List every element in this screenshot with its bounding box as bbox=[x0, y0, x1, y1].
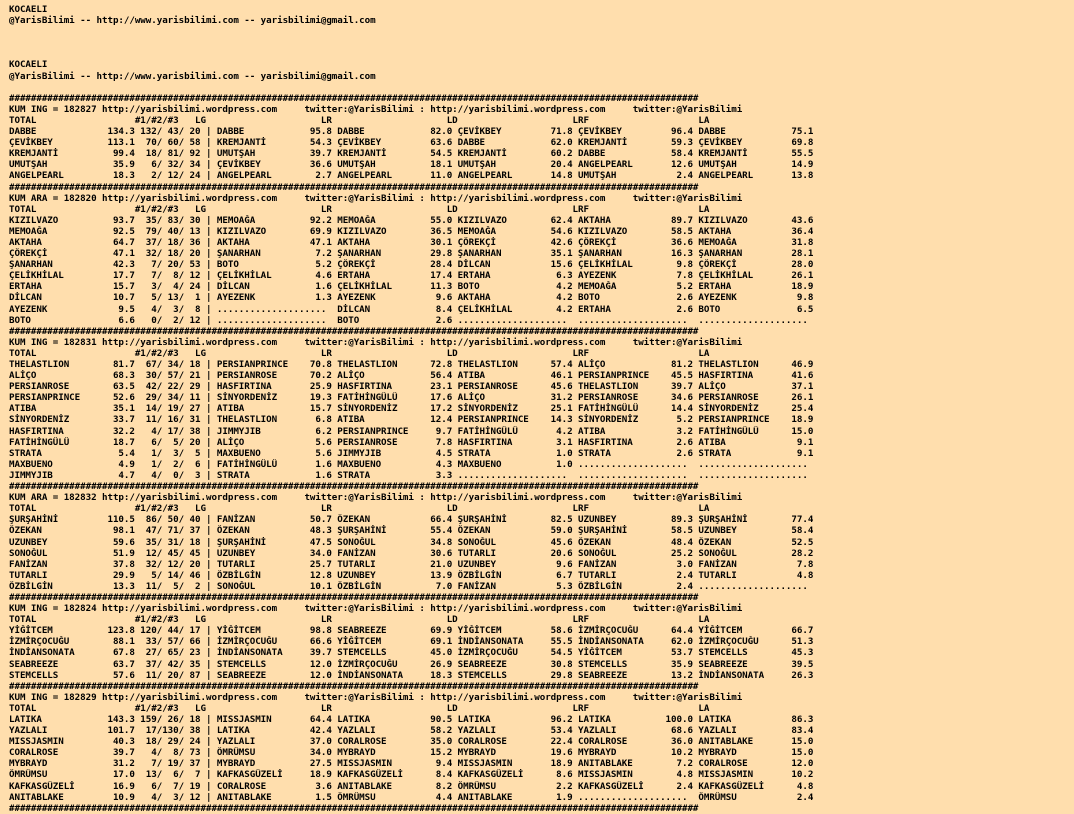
horse-row: STRATA 5.4 1/ 3/ 5 | MAXBUENO 5.6 JIMMYJIB 4.5 STRATA 1.0 STRATA 2.6 STRATA 9.1 bbox=[9, 447, 814, 459]
horse-row: UMUTŞAH 35.9 6/ 32/ 34 | ÇEVİKBEY 36.6 UMUTŞAH 18.1 UMUTŞAH 20.4 ANGELPEARL 12.6 UMUTŞAH 14.9 bbox=[9, 159, 814, 171]
horse-row: AKTAHA 64.7 37/ 18/ 36 | AKTAHA 47.1 AKTAHA 30.1 ÇÖREKÇİ 42.6 ÇÖREKÇİ 36.6 MEMOAĞA 31.8 bbox=[9, 236, 814, 248]
blank-line bbox=[9, 82, 1074, 93]
race-title: KUM ING = 182831 http://yarisbilimi.wordpress.com twitter:@YarisBilimi : http://yarisbilimi.wordpress.com twitter:@YarisBilimi bbox=[9, 336, 743, 348]
horse-row: DİLCAN 10.7 5/ 13/ 1 | AYEZENK 1.3 AYEZENK 9.6 AKTAHA 4.2 BOTO 2.6 AYEZENK 9.8 bbox=[9, 292, 814, 304]
horse-row: AYEZENK 9.5 4/ 3/ 8 | .................... DİLCAN 8.4 ÇELİKHİLAL 4.2 ERTAHA 2.6 BOTO 6.5 bbox=[9, 303, 814, 315]
blank-line bbox=[9, 37, 1074, 48]
column-header: TOTAL #1/#2/#3 LG LR LD LRF LA bbox=[9, 702, 710, 714]
section-separator: ############################################################################################################################## bbox=[9, 802, 699, 814]
race-title: KUM ING = 182824 http://yarisbilimi.wordpress.com twitter:@YarisBilimi : http://yarisbilimi.wordpress.com twitter:@YarisBilimi bbox=[9, 603, 743, 615]
horse-row: YAZLALI 101.7 17/130/ 38 | LATIKA 42.4 YAZLALI 58.2 YAZLALI 53.4 YAZLALI 68.6 YAZLALI 83.4 bbox=[9, 725, 814, 737]
section-separator: ############################################################################################################################## bbox=[9, 325, 699, 337]
horse-row: ÇEVİKBEY 113.1 70/ 60/ 58 | KREMJANTİ 54.3 ÇEVİKBEY 63.6 DABBE 62.0 KREMJANTİ 59.3 ÇEVİKBEY 69.8 bbox=[9, 137, 814, 149]
horse-row: ANGELPEARL 18.3 2/ 12/ 24 | ANGELPEARL 2.7 ANGELPEARL 11.0 ANGELPEARL 14.8 UMUTŞAH 2.4 ANGELPEARL 13.8 bbox=[9, 170, 814, 182]
horse-row: MAXBUENO 4.9 1/ 2/ 6 | FATİHİNGÜLÜ 1.6 MAXBUENO 4.3 MAXBUENO 1.0 .................... .................... bbox=[9, 458, 808, 470]
horse-row: İZMİRÇOCUĞU 88.1 33/ 57/ 66 | İZMİRÇOCUĞU 66.6 YİĞİTCEM 69.1 İNDİANSONATA 55.5 İNDİANSONATA 62.0 İZMİRÇOCUĞU 51.3 bbox=[9, 636, 814, 648]
horse-row: MEMOAĞA 92.5 79/ 40/ 13 | KIZILVAZO 69.9 KIZILVAZO 36.5 MEMOAĞA 54.6 KIZILVAZO 58.5 AKTAHA 36.4 bbox=[9, 225, 814, 237]
column-header: TOTAL #1/#2/#3 LG LR LD LRF LA bbox=[9, 614, 710, 626]
section-separator: ############################################################################################################################## bbox=[9, 680, 699, 692]
horse-row: HASFIRTINA 32.2 4/ 17/ 38 | JIMMYJIB 6.2 PERSIANPRINCE 9.7 FATİHİNGÜLÜ 4.2 ATIBA 3.2 FATİHİNGÜLÜ 15.0 bbox=[9, 425, 814, 437]
section-separator: ############################################################################################################################## bbox=[9, 481, 699, 493]
section-separator: ############################################################################################################################## bbox=[9, 92, 699, 104]
race-title: KUM ARA = 182832 http://yarisbilimi.wordpress.com twitter:@YarisBilimi : http://yarisbilimi.wordpress.com twitter:@YarisBilimi bbox=[9, 492, 743, 504]
horse-row: FATİHİNGÜLÜ 18.7 6/ 5/ 20 | ALİÇO 5.6 PERSIANROSE 7.8 HASFIRTINA 3.1 HASFIRTINA 2.6 ATIBA 9.1 bbox=[9, 436, 814, 448]
horse-row: TUTARLI 29.9 5/ 14/ 46 | ÖZBİLGİN 12.8 UZUNBEY 13.9 ÖZBİLGİN 6.7 TUTARLI 2.4 TUTARLI 4.8 bbox=[9, 569, 814, 581]
horse-row: THELASTLION 81.7 67/ 34/ 18 | PERSIANPRINCE 70.8 THELASTLION 72.8 THELASTLION 57.4 ALİÇO 81.2 THELASTLION 46.9 bbox=[9, 359, 814, 370]
column-header: TOTAL #1/#2/#3 LG LR LD LRF LA bbox=[9, 503, 710, 515]
horse-row: ERTAHA 15.7 3/ 4/ 24 | DİLCAN 1.6 ÇELİKHİLAL 11.3 BOTO 4.2 MEMOAĞA 5.2 ERTAHA 18.9 bbox=[9, 281, 814, 293]
column-header: TOTAL #1/#2/#3 LG LR LD LRF LA bbox=[9, 114, 710, 126]
column-header: TOTAL #1/#2/#3 LG LR LD LRF LA bbox=[9, 203, 710, 215]
horse-row: PERSIANROSE 63.5 42/ 22/ 29 | HASFIRTINA 25.9 HASFIRTINA 23.1 PERSIANROSE 45.6 THELASTLION 39.7 ALİÇO 37.1 bbox=[9, 381, 814, 393]
header-city-repeat: KOCAELI bbox=[9, 59, 48, 71]
horse-row: PERSIANPRINCE 52.6 29/ 34/ 11 | SİNYORDENİZ 19.3 FATİHİNGÜLÜ 17.6 ALİÇO 31.2 PERSIANROSE 34.6 PERSIANROSE 26.1 bbox=[9, 392, 814, 404]
horse-row: JIMMYJIB 4.7 4/ 0/ 3 | STRATA 1.6 STRATA 3.3 .................... .................... .................... bbox=[9, 469, 808, 481]
blank-line bbox=[9, 26, 1074, 37]
horse-row: ŞANARHAN 42.3 7/ 20/ 53 | BOTO 5.2 ÇÖREKÇİ 28.4 DİLCAN 15.6 ÇELİKHİLAL 9.8 ÇÖREKÇİ 28.0 bbox=[9, 259, 814, 271]
horse-row: SİNYORDENİZ 33.7 11/ 16/ 31 | THELASTLION 6.8 ATIBA 12.4 PERSIANPRINCE 14.3 SİNYORDENİZ 5.2 PERSIANPRINCE 18.9 bbox=[9, 414, 814, 426]
horse-row: UZUNBEY 59.6 35/ 31/ 18 | ŞURŞAHİNİ 47.5 SONOĞUL 34.8 SONOĞUL 45.6 ÖZEKAN 48.4 ÖZEKAN 52.5 bbox=[9, 536, 814, 548]
horse-row: ÖZEKAN 98.1 47/ 71/ 37 | ÖZEKAN 48.3 ŞURŞAHİNİ 55.4 ÖZEKAN 59.0 ŞURŞAHİNİ 58.5 UZUNBEY 58.4 bbox=[9, 525, 814, 537]
section-separator: ############################################################################################################################## bbox=[9, 591, 699, 603]
header-credit-repeat: @YarisBilimi -- http://www.yarisbilimi.com -- yarisbilimi@gmail.com bbox=[9, 70, 376, 82]
horse-row: ÇÖREKÇİ 47.1 32/ 18/ 20 | ŞANARHAN 7.2 ŞANARHAN 29.8 ŞANARHAN 35.1 ŞANARHAN 16.3 ŞANARHAN 28.1 bbox=[9, 248, 814, 260]
horse-row: KIZILVAZO 93.7 35/ 83/ 30 | MEMOAĞA 92.2 MEMOAĞA 55.0 KIZILVAZO 62.4 AKTAHA 89.7 KIZILVAZO 43.6 bbox=[9, 214, 814, 226]
horse-row: ÖMRÜMSU 17.0 13/ 6/ 7 | KAFKASGÜZELİ 18.9 KAFKASGÜZELİ 8.4 KAFKASGÜZELİ 8.6 MISSJASMIN 4.8 MISSJASMIN 10.2 bbox=[9, 769, 814, 781]
column-header: TOTAL #1/#2/#3 LG LR LD LRF LA bbox=[9, 347, 710, 359]
horse-row: BOTO 6.6 0/ 2/ 12 | .................... BOTO 2.6 .................... .................... .................... bbox=[9, 314, 808, 326]
horse-row: STEMCELLS 57.6 11/ 20/ 87 | SEABREEZE 12.0 İNDİANSONATA 18.3 STEMCELLS 29.8 SEABREEZE 13.2 İNDİANSONATA 26.3 bbox=[9, 669, 814, 681]
race-sections bbox=[9, 93, 1074, 803]
horse-row: ŞURŞAHİNİ 110.5 86/ 50/ 40 | FANİZAN 50.7 ÖZEKAN 66.4 ŞURŞAHİNİ 82.5 UZUNBEY 89.3 ŞURŞAHİNİ 77.4 bbox=[9, 514, 814, 526]
header-city: KOCAELI bbox=[9, 4, 48, 15]
horse-row: SEABREEZE 63.7 37/ 42/ 35 | STEMCELLS 12.0 İZMİRÇOCUĞU 26.9 SEABREEZE 30.8 STEMCELLS 35.9 SEABREEZE 39.5 bbox=[9, 658, 814, 670]
horse-row: ALİÇO 68.3 30/ 57/ 21 | PERSIANROSE 70.2 ALİÇO 56.4 ATIBA 46.1 PERSIANPRINCE 45.5 HASFIRTINA 41.6 bbox=[9, 370, 814, 382]
horse-row: CORALROSE 39.7 4/ 8/ 73 | ÖMRÜMSU 34.0 MYBRAYD 15.2 MYBRAYD 19.6 MYBRAYD 10.2 MYBRAYD 15.0 bbox=[9, 747, 814, 759]
blank-line bbox=[9, 48, 1074, 59]
horse-row: DABBE 134.3 132/ 43/ 20 | DABBE 95.8 DABBE 82.0 ÇEVİKBEY 71.8 ÇEVİKBEY 96.4 DABBE 75.1 bbox=[9, 126, 814, 138]
horse-row: SONOĞUL 51.9 12/ 45/ 45 | UZUNBEY 34.0 FANİZAN 30.6 TUTARLI 20.6 SONOĞUL 25.2 SONOĞUL 28.2 bbox=[9, 547, 814, 559]
race-title: KUM ING = 182827 http://yarisbilimi.wordpress.com twitter:@YarisBilimi : http://yarisbilimi.wordpress.com twitter:@YarisBilimi bbox=[9, 103, 743, 115]
horse-row: ÖZBİLGİN 13.3 11/ 5/ 2 | SONOĞUL 10.1 ÖZBİLGİN 7.0 FANİZAN 5.3 ÖZBİLGİN 2.4 .................... bbox=[9, 580, 808, 592]
race-title: KUM ARA = 182820 http://yarisbilimi.wordpress.com twitter:@YarisBilimi : http://yarisbilimi.wordpress.com twitter:@YarisBilimi bbox=[9, 192, 743, 204]
horse-row: YİĞİTCEM 123.8 120/ 44/ 17 | YİĞİTCEM 98.8 SEABREEZE 69.9 YİĞİTCEM 58.6 İZMİRÇOCUĞU 64.4 YİĞİTCEM 66.7 bbox=[9, 625, 814, 637]
horse-row: LATIKA 143.3 159/ 26/ 18 | MISSJASMIN 64.4 LATIKA 90.5 LATIKA 96.2 LATIKA 100.0 LATIKA 86.3 bbox=[9, 714, 814, 725]
horse-row: KAFKASGÜZELİ 16.9 6/ 7/ 19 | CORALROSE 3.6 ANITABLAKE 8.2 ÖMRÜMSU 2.2 KAFKASGÜZELİ 2.4 KAFKASGÜZELİ 4.8 bbox=[9, 780, 814, 792]
horse-row: FANİZAN 37.8 32/ 12/ 20 | TUTARLI 25.7 TUTARLI 21.0 UZUNBEY 9.6 FANİZAN 3.0 FANİZAN 7.8 bbox=[9, 558, 814, 570]
section-separator: ############################################################################################################################## bbox=[9, 181, 699, 193]
horse-row: İNDİANSONATA 67.8 27/ 65/ 23 | İNDİANSONATA 39.7 STEMCELLS 45.0 İZMİRÇOCUĞU 54.5 YİĞİTCEM 53.7 STEMCELLS 45.3 bbox=[9, 647, 814, 659]
horse-row: ANITABLAKE 10.9 4/ 3/ 12 | ANITABLAKE 1.5 ÖMRÜMSU 4.4 ANITABLAKE 1.9 .................... ÖMRÜMSU 2.4 bbox=[9, 791, 814, 803]
horse-row: ÇELİKHİLAL 17.7 7/ 8/ 12 | ÇELİKHİLAL 4.6 ERTAHA 17.4 ERTAHA 6.3 AYEZENK 7.8 ÇELİKHİLAL 26.1 bbox=[9, 270, 814, 282]
horse-row: KREMJANTİ 99.4 18/ 81/ 92 | UMUTŞAH 39.7 KREMJANTİ 54.5 KREMJANTİ 60.2 DABBE 58.4 KREMJANTİ 55.5 bbox=[9, 148, 814, 160]
horse-row: MYBRAYD 31.2 7/ 19/ 37 | MYBRAYD 27.5 MISSJASMIN 9.4 MISSJASMIN 18.9 ANITABLAKE 7.2 CORALROSE 12.0 bbox=[9, 758, 814, 770]
horse-row: MISSJASMIN 40.3 18/ 29/ 24 | YAZLALI 37.0 CORALROSE 35.0 CORALROSE 22.4 CORALROSE 36.0 ANITABLAKE 15.0 bbox=[9, 736, 814, 748]
race-title: KUM ING = 182829 http://yarisbilimi.wordpress.com twitter:@YarisBilimi : http://yarisbilimi.wordpress.com twitter:@YarisBilimi bbox=[9, 691, 743, 703]
horse-row: ATIBA 35.1 14/ 19/ 27 | ATIBA 15.7 SİNYORDENİZ 17.2 SİNYORDENİZ 25.1 FATİHİNGÜLÜ 14.4 SİNYORDENİZ 25.4 bbox=[9, 403, 814, 415]
header-credit: @YarisBilimi -- http://www.yarisbilimi.com -- yarisbilimi@gmail.com bbox=[9, 15, 376, 27]
